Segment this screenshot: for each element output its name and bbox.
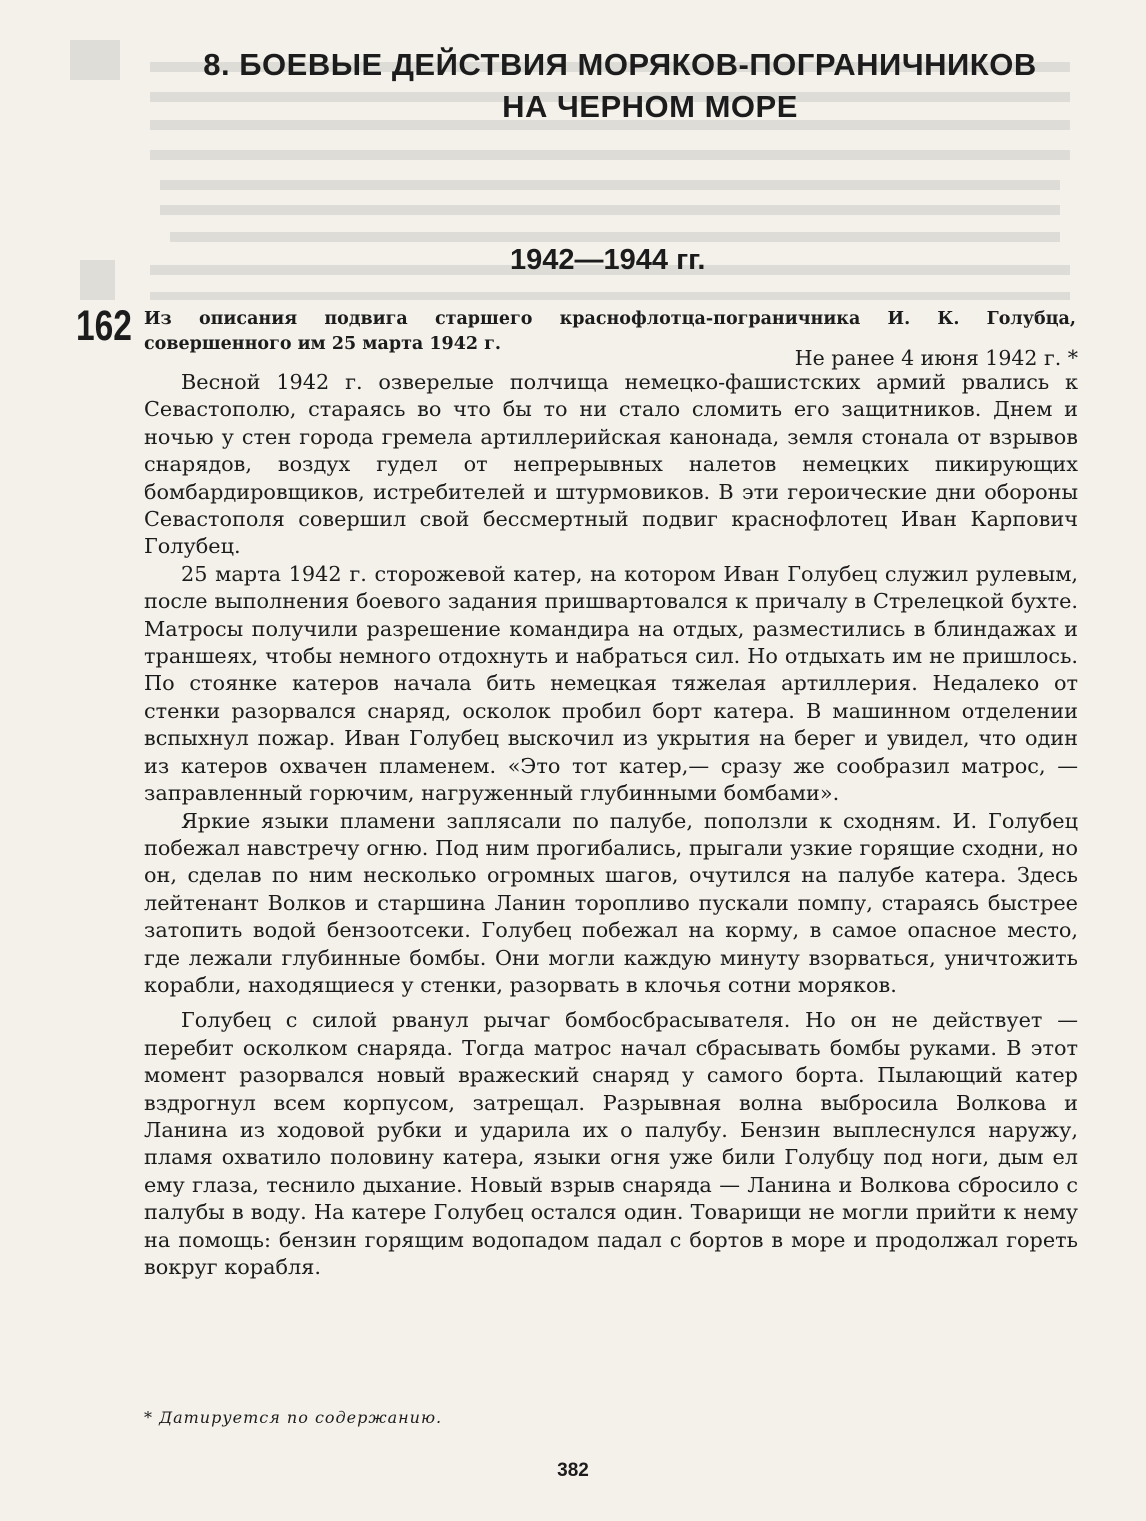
section-title-line-1: 8. БОЕВЫЕ ДЕЙСТВИЯ МОРЯКОВ-ПОГРАНИЧНИКОВ [203, 47, 1037, 82]
document-date: Не ранее 4 июня 1942 г. * [794, 346, 1078, 370]
document-heading: Из описания подвига старшего краснофлотца-пограничника И. К. Голубца, совершенного им 25 марта 1942 г. [144, 309, 1076, 354]
footnote: * Датируется по содержанию. [144, 1408, 443, 1427]
page-number: 382 [557, 1460, 589, 1481]
paragraph: Яркие языки пламени заплясали по палубе, поползли к сходням. И. Голубец побежал навстречу огню. Под ним прогибались, прыгали узкие горящие сходни, но он, сделав по ним несколько огромных шагов, очутился на палубе катера. Здесь лейтенант Волков и старшина Ланин торопливо пускали помпу, стараясь быстрее затопить водой бензоотсеки. Голубец побежал на корму, в самое опасное место, где лежали глубинные бомбы. Они могли каждую минуту взорваться, уничтожить корабли, находящиеся у стенки, разорвать в клочья сотни моряков. [144, 808, 1078, 997]
section-title-line-2: НА ЧЕРНОМ МОРЕ [502, 89, 798, 124]
paragraph: Голубец с силой рванул рычаг бомбосбрасывателя. Но он не действует — перебит осколком снаряда. Тогда матрос начал сбрасывать бомбы руками. В этот момент разорвался новый вражеский снаряд у самого борта. Пылающий катер вздрогнул всем корпусом, затрещал. Разрывная волна выбросила Волкова и Ланина из ходовой рубки и ударила их о палубу. Бензин выплеснулся наружу, пламя охватило половину катера, языки огня уже били Голубцу под ноги, дым ел ему глаза, теснило дыхание. Новый взрыв снаряда — Ланина и Волкова сбросило с палубы в воду. На катере Голубец остался один. Товарищи не могли прийти к нему на помощь: бензин горящим водопадом падал с бортов в море и продолжал гореть вокруг корабля. [144, 1008, 1078, 1279]
document-number: 162 [76, 302, 132, 350]
period-heading: 1942—1944 гг. [510, 244, 706, 276]
document-body [144, 369, 1078, 1281]
paragraph: Весной 1942 г. озверелые полчища немецко-фашистских армий рвались к Севастополю, стараясь во что бы то ни стало сломить его защитников. Днем и ночью у стен города гремела артиллерийская канонада, земля стонала от взрывов снарядов, воздух гудел от непрерывных налетов немецких пикирующих бомбардировщиков, истребителей и штурмовиков. В эти героические дни обороны Севастополя совершил свой бессмертный подвиг краснофлотец Иван Карпович Голубец. [144, 370, 1078, 559]
section-title [190, 44, 1050, 128]
paragraph: 25 марта 1942 г. сторожевой катер, на котором Иван Голубец служил рулевым, после выполнения боевого задания пришвартовался к причалу в Стрелецкой бухте. Матросы получили разрешение командира на отдых, разместились в блиндажах и траншеях, чтобы немного отдохнуть и набраться сил. Но отдыхать им не пришлось. По стоянке катеров начала бить немецкая тяжелая артиллерия. Недалеко от стенки разорвался снаряд, осколок пробил борт катера. В машинном отделении вспыхнул пожар. Иван Голубец выскочил из укрытия на берег и увидел, что один из катеров охвачен пламенем. «Это тот катер,— сразу же сообразил матрос, — заправленный горючим, нагруженный глубинными бомбами». [144, 561, 1078, 806]
